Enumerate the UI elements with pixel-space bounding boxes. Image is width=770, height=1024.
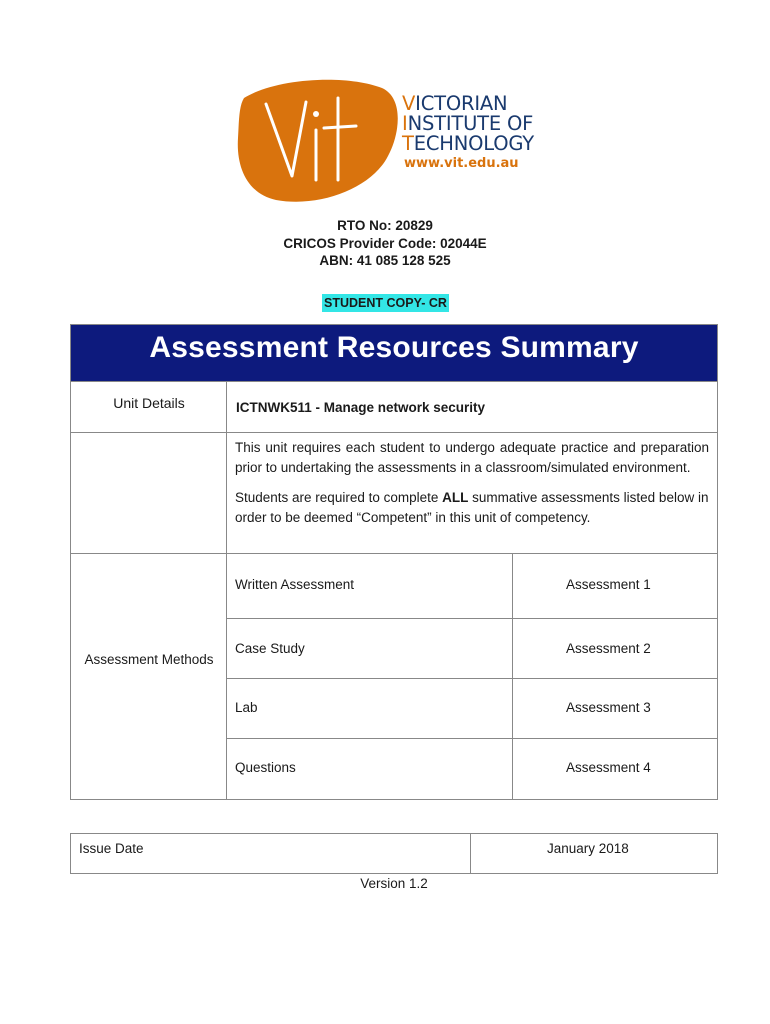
method-name: Questions (235, 760, 296, 775)
method-assessment: Assessment 1 (566, 577, 651, 592)
rto-number: RTO No: 20829 (337, 218, 433, 233)
method-row (227, 678, 717, 739)
method-assessment: Assessment 3 (566, 700, 651, 715)
assessment-methods-label: Assessment Methods (84, 652, 214, 667)
method-assessment: Assessment 4 (566, 760, 651, 775)
unit-details-row (71, 381, 717, 432)
assessment-methods-grid (227, 554, 717, 799)
issue-date-table (70, 833, 718, 874)
empty-label-cell (71, 433, 227, 553)
description-text: summative assessments listed below in order to be deemed “Competent” in this unit of competency. (235, 490, 709, 525)
description-paragraph-2 (235, 488, 709, 528)
method-row (227, 738, 717, 800)
unit-description (235, 438, 709, 538)
method-assessment-cell (512, 679, 717, 739)
logo-name-initial: T (402, 132, 414, 155)
method-assessment-cell (512, 619, 717, 679)
method-name: Lab (235, 700, 258, 715)
issue-date-divider (470, 834, 471, 873)
unit-code-title: ICTNWK511 - Manage network security (236, 400, 486, 415)
unit-details-label: Unit Details (113, 395, 185, 411)
document-version: Version 1.2 (360, 876, 428, 891)
logo-name-initial: I (402, 112, 408, 135)
description-emphasis: ALL (442, 490, 469, 505)
vit-logo-mark (236, 72, 406, 206)
description-paragraph-1: This unit requires each student to undergo adequate practice and preparation prior to undertaking the assessments in a classroom/simulated environment. (235, 440, 709, 475)
vit-logo (236, 72, 566, 206)
logo-institution-name (402, 94, 534, 154)
summary-title: Assessment Resources Summary (71, 325, 717, 381)
method-assessment: Assessment 2 (566, 641, 651, 656)
logo-name-rest: ICTORIAN (415, 92, 508, 115)
student-copy-label: STUDENT COPY- CR (324, 296, 447, 310)
logo-name-initial: V (402, 92, 416, 115)
description-text: Students are required to complete (235, 490, 443, 505)
method-row (227, 554, 717, 618)
rto-details (0, 217, 770, 270)
method-row (227, 618, 717, 679)
method-name: Written Assessment (235, 577, 355, 592)
logo-name-rest: NSTITUTE OF (407, 112, 534, 135)
issue-date-value: January 2018 (547, 841, 629, 856)
assessment-summary-table (70, 324, 718, 800)
abn: ABN: 41 085 128 525 (319, 253, 451, 268)
logo-name-rest: ECHNOLOGY (413, 132, 535, 155)
logo-url: www.vit.edu.au (404, 156, 519, 171)
cricos-code: CRICOS Provider Code: 02044E (283, 235, 487, 251)
assessment-methods-row (71, 553, 717, 799)
method-name: Case Study (235, 641, 305, 656)
assessment-methods-label-cell (71, 554, 227, 799)
method-assessment-cell (512, 739, 717, 800)
issue-date-label: Issue Date (79, 841, 144, 856)
unit-description-row (71, 432, 717, 553)
method-assessment-cell (512, 554, 717, 618)
